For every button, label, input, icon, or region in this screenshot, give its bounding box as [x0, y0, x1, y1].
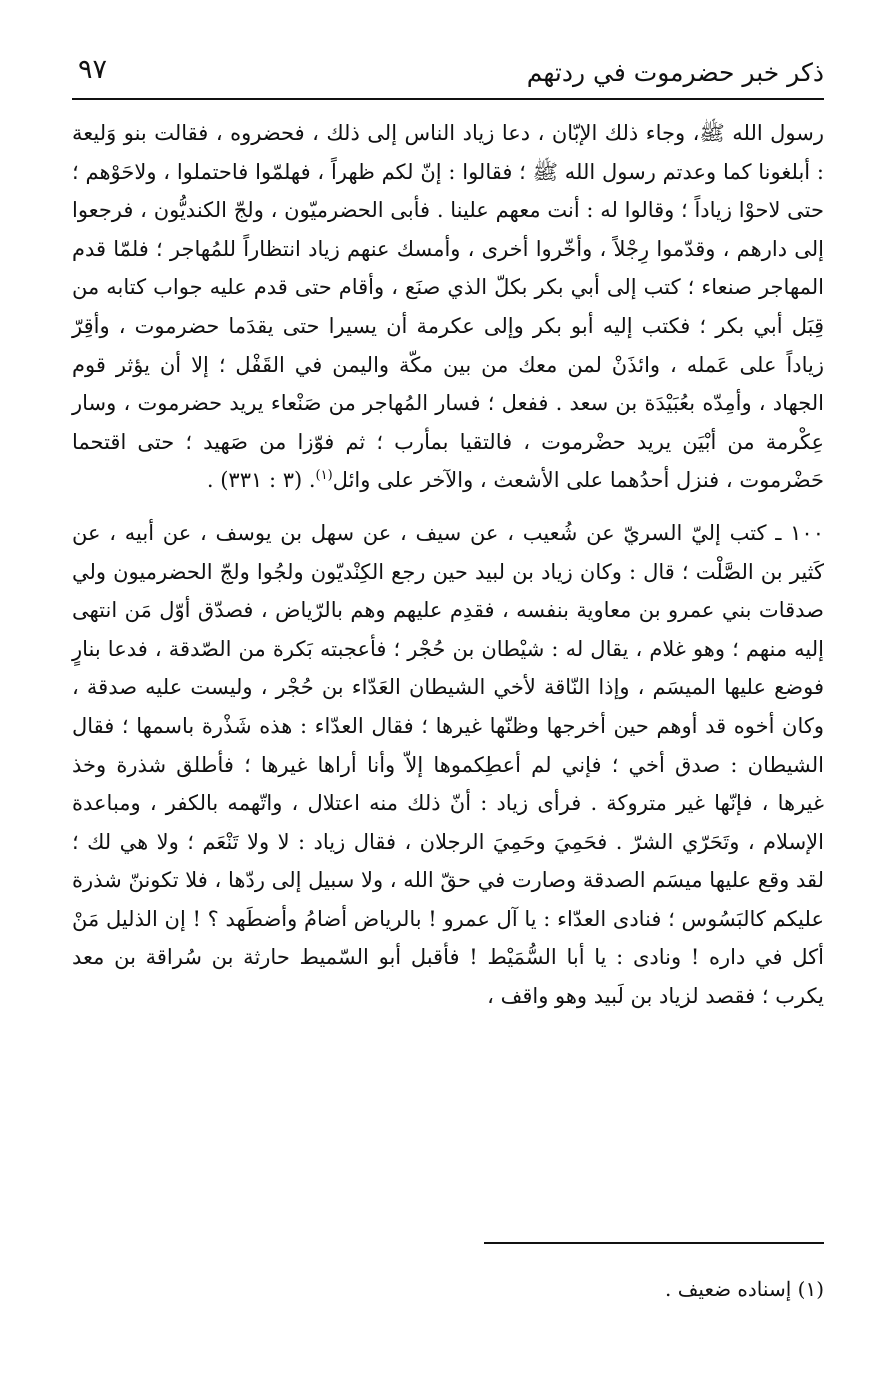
- body-text: [72, 114, 824, 1016]
- footnote-divider: [484, 1242, 824, 1244]
- footnote: [72, 1277, 824, 1301]
- footnote-text: إسناده ضعيف .: [664, 1277, 792, 1301]
- footnote-marker: (١): [797, 1277, 824, 1301]
- page-number: ٩٧: [78, 54, 108, 85]
- chapter-title: ذكر خبر حضرموت في ردتهم: [526, 58, 824, 87]
- footnote-reference: (١): [315, 468, 333, 484]
- paragraph-1: [72, 114, 824, 500]
- paragraph-1-text: رسول الله ﷺ، وجاء ذلك الإبّان ، دعا زياد الناس إلى ذلك ، فحضروه ، فقالت بنو وَليعة : أبلغونا كما وعدتم رسول الله ﷺ ؛ فقالوا : إنّ لكم ظهراً ، فهلمّوا فاحتملوا ، ولاحَوْهم ؛ حتى لاحوْا زياداً ؛ وقالوا له : أنت معهم علينا . فأبى الحضرميّون ، ولجّ الكنديُّون ، فرجعوا إلى دارهم ، وقدّموا رِجْلاً ، وأخّروا أخرى ، وأمسك عنهم زياد انتظاراً للمُهاجر ؛ فلمّا قدم المهاجر صنعاء ؛ كتب إلى أبي بكر بكلّ الذي صنَع ، وأقام حتى قدم عليه جواب كتابه من قِبَل أبي بكر ؛ فكتب إليه أبو بكر وإلى عكرمة أن يسيرا حتى يقدَما حضرموت ، وأقِرّ زياداً على عَمله ، وائذَنْ لمن معك من بين مكّة واليمن في القَفْل ؛ إلا أن يؤثر قوم الجهاد ، وأمِدّه بعُبَيْدَة بن سعد . ففعل ؛ فسار المُهاجر من صَنْعاء يريد حضرموت ، وسار عِكْرمة من أبْيَن يريد حضْرموت ، فالتقيا بمأرب ؛ ثم فوّزا من صَهيد ؛ حتى اقتحما حَضْرموت ، فنزل أحدُهما على الأشعث ، والآخر على وائل: [72, 121, 825, 493]
- paragraph-2-text: ١٠٠ ـ كتب إليّ السريّ عن شُعيب ، عن سيف ، عن سهل بن يوسف ، عن أبيه ، عن كَثير بن الصَّلْت ؛ قال : وكان زياد بن لبيد حين رجع الكِنْديّون ولجُوا ولجّ الحضرميون ولي صدقات بني عمرو بن معاوية بنفسه ، فقدِم عليهم وهم بالرّياض ، فصدّق أوّل مَن انتهى إليه منهم ؛ وهو غلام ، يقال له : شيْطان بن حُجْر ؛ فأعجبته بَكرة من الصّدقة ، فدعا بنارٍ فوضع عليها الميسَم ، وإذا النّاقة لأخي الشيطان العَدّاء بن حُجْر ، وليست عليه صدقة ، وكان أخوه قد أوهم حين أخرجها وظنّها غيرها ؛ فقال العدّاء : هذه شَذْرة باسمها ؛ فقال الشيطان : صدق أخي ؛ فإني لم أعطِكموها إلاّ وأنا أراها غيرها ؛ فأطلق شذرة وخذ غيرها ، فإنّها غير متروكة . فرأى زياد : أنّ ذلك منه اعتلال ، واتّهمه بالكفر ، ومباعدة الإسلام ، وتَحَرّي الشرّ . فحَمِيَ وحَمِيَ الرجلان ، فقال زياد : لا ولا تَنْعَم ؛ ولا هي لك ؛ لقد وقع عليها ميسَم الصدقة وصارت في حقّ الله ، ولا سبيل إلى ردّها ، فلا تكوننّ شذرة عليكم كالبَسُوس ؛ فنادى العدّاء : يا آل عمرو ! بالرياض أضامُ وأضطَهد ؟ ! إن الذليل مَنْ أكل في داره ! ونادى : يا أبا السُّمَيْط ! فأقبل أبو السّميط حارثة بن سُراقة بن معد يكرب ؛ فقصد لزياد بن لَبيد وهو واقف ،: [72, 520, 824, 1009]
- paragraph-2: [72, 514, 824, 1016]
- page-header: [72, 52, 824, 100]
- citation: . (٣ : ٣٣١) .: [206, 468, 316, 493]
